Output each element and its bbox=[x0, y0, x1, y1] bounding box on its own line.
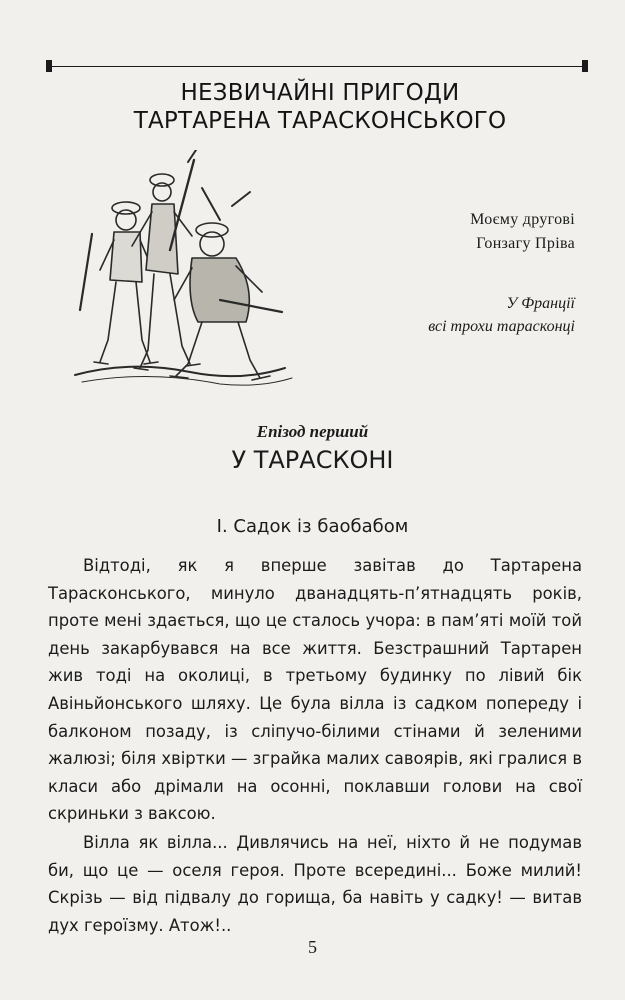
body-text bbox=[48, 552, 582, 939]
dedication-line-2: Гонзагу Пріва bbox=[476, 235, 575, 252]
epigraph-line-1: У Франції bbox=[506, 295, 575, 312]
paragraph: Відтоді, як я вперше завітав до Тартарена Тарасконського, минуло дванадцять-п’ятнадцять років, проте мені здається, що це сталось учора: в пам’яті моїй той день закарбувався на все життя. Безстрашний Тартарен жив тоді на околиці, в третьому будинку по лівий бік Авіньйонського шляху. Це була вілла із садком попереду і балконом позаду, із сліпучо-білими стінами й зеленими жалюзі; біля хвіртки — зграйка малих савоярів, які гралися в класи або дрімали на осонні, поклавши голови на свої скриньки з ваксою. bbox=[48, 556, 582, 824]
epigraph-line-2: всі трохи тарасконці bbox=[428, 318, 575, 335]
book-title-line-1: НЕЗВИЧАЙНІ ПРИГОДИ bbox=[180, 80, 460, 106]
part-title: У ТАРАСКОНІ bbox=[231, 446, 394, 474]
chapter-title: I. Садок із баобабом bbox=[216, 516, 409, 537]
episode-heading: Епізод перший bbox=[256, 422, 369, 441]
paragraph: Вілла як вілла... Дивлячись на неї, ніхто й не подумав би, що це — оселя героя. Проте всередині... Боже милий! Скрізь — від підвалу до горища, ба навіть у садку! — витав дух героїзму. Атож!.. bbox=[48, 832, 582, 935]
dedication-line-1: Моєму другові bbox=[470, 211, 575, 228]
header-rule bbox=[48, 66, 586, 67]
page-number: 5 bbox=[308, 937, 317, 957]
three-armed-travelers-illustration bbox=[70, 150, 300, 405]
book-title-line-2: ТАРТАРЕНА ТАРАСКОНСЬКОГО bbox=[133, 108, 507, 134]
